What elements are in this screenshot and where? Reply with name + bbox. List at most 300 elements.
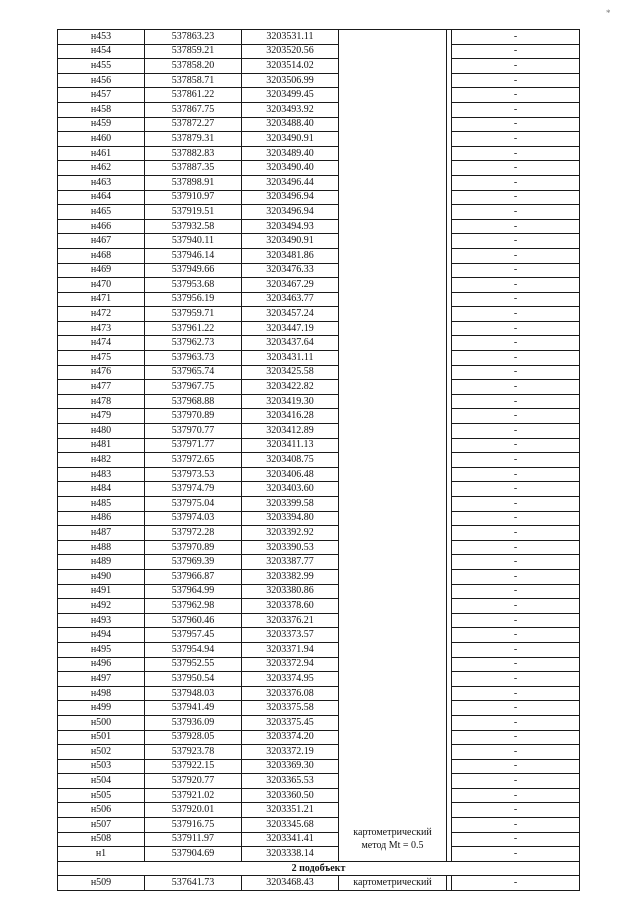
accuracy-cell: -: [452, 205, 580, 220]
x-coordinate-cell: 537641.73: [145, 876, 242, 891]
point-name-cell: н468: [58, 248, 145, 263]
table-row: [58, 88, 580, 103]
point-name-cell: н498: [58, 686, 145, 701]
point-name-cell: н502: [58, 745, 145, 760]
method-cell: [339, 745, 447, 760]
point-name-cell: н479: [58, 409, 145, 424]
accuracy-cell: -: [452, 467, 580, 482]
accuracy-cell: -: [452, 745, 580, 760]
point-name-cell: н493: [58, 613, 145, 628]
table-row: [58, 497, 580, 512]
accuracy-cell: -: [452, 321, 580, 336]
point-name-cell: н491: [58, 584, 145, 599]
accuracy-cell: -: [452, 686, 580, 701]
point-name-cell: н470: [58, 278, 145, 293]
accuracy-cell: -: [452, 307, 580, 322]
y-coordinate-cell: 3203387.77: [242, 555, 339, 570]
accuracy-cell: -: [452, 175, 580, 190]
y-coordinate-cell: 3203403.60: [242, 482, 339, 497]
y-coordinate-cell: 3203369.30: [242, 759, 339, 774]
x-coordinate-cell: 537882.83: [145, 146, 242, 161]
y-coordinate-cell: 3203499.45: [242, 88, 339, 103]
method-cell: [339, 73, 447, 88]
accuracy-cell: -: [452, 30, 580, 45]
point-name-cell: н472: [58, 307, 145, 322]
point-name-cell: н495: [58, 642, 145, 657]
method-cell: [339, 351, 447, 366]
x-coordinate-cell: 537970.77: [145, 424, 242, 439]
x-coordinate-cell: 537858.71: [145, 73, 242, 88]
accuracy-cell: -: [452, 365, 580, 380]
table-row: [58, 307, 580, 322]
table-row: [58, 774, 580, 789]
accuracy-cell: -: [452, 730, 580, 745]
y-coordinate-cell: 3203494.93: [242, 219, 339, 234]
point-name-cell: н463: [58, 175, 145, 190]
point-name-cell: н462: [58, 161, 145, 176]
table-row: [58, 365, 580, 380]
accuracy-cell: -: [452, 88, 580, 103]
y-coordinate-cell: 3203419.30: [242, 394, 339, 409]
x-coordinate-cell: 537940.11: [145, 234, 242, 249]
y-coordinate-cell: 3203468.43: [242, 876, 339, 891]
y-coordinate-cell: 3203374.95: [242, 672, 339, 687]
method-cell: [339, 526, 447, 541]
method-cell: [339, 672, 447, 687]
y-coordinate-cell: 3203351.21: [242, 803, 339, 818]
accuracy-cell: -: [452, 847, 580, 862]
point-name-cell: н480: [58, 424, 145, 439]
y-coordinate-cell: 3203375.45: [242, 715, 339, 730]
method-cell: [339, 365, 447, 380]
point-name-cell: н497: [58, 672, 145, 687]
table-row: [58, 715, 580, 730]
method-cell: [339, 59, 447, 74]
x-coordinate-cell: 537919.51: [145, 205, 242, 220]
method-cell: [339, 599, 447, 614]
method-cell: [339, 234, 447, 249]
table-row: [58, 672, 580, 687]
x-coordinate-cell: 537964.99: [145, 584, 242, 599]
y-coordinate-cell: 3203360.50: [242, 788, 339, 803]
y-coordinate-cell: 3203447.19: [242, 321, 339, 336]
accuracy-cell: -: [452, 511, 580, 526]
x-coordinate-cell: 537858.20: [145, 59, 242, 74]
point-name-cell: н499: [58, 701, 145, 716]
method-cell: [339, 424, 447, 439]
table-row: [58, 132, 580, 147]
x-coordinate-cell: 537859.21: [145, 44, 242, 59]
method-cell: [339, 628, 447, 643]
y-coordinate-cell: 3203372.19: [242, 745, 339, 760]
method-cell: [339, 774, 447, 789]
method-text-line: картометрический: [353, 826, 432, 838]
method-cell: [339, 380, 447, 395]
point-name-cell: н489: [58, 555, 145, 570]
x-coordinate-cell: 537872.27: [145, 117, 242, 132]
accuracy-cell: -: [452, 584, 580, 599]
point-name-cell: н475: [58, 351, 145, 366]
y-coordinate-cell: 3203394.80: [242, 511, 339, 526]
x-coordinate-cell: 537921.02: [145, 788, 242, 803]
y-coordinate-cell: 3203496.44: [242, 175, 339, 190]
method-cell: [339, 730, 447, 745]
x-coordinate-cell: 537950.54: [145, 672, 242, 687]
accuracy-cell: -: [452, 161, 580, 176]
point-name-cell: н458: [58, 102, 145, 117]
table-row: [58, 219, 580, 234]
x-coordinate-cell: 537972.65: [145, 453, 242, 468]
y-coordinate-cell: 3203372.94: [242, 657, 339, 672]
x-coordinate-cell: 537966.87: [145, 569, 242, 584]
accuracy-cell: -: [452, 263, 580, 278]
table-row: [58, 190, 580, 205]
point-name-cell: н456: [58, 73, 145, 88]
y-coordinate-cell: 3203376.08: [242, 686, 339, 701]
method-cell: [339, 642, 447, 657]
section-row: [58, 861, 580, 876]
x-coordinate-cell: 537904.69: [145, 847, 242, 862]
method-cell: [339, 540, 447, 555]
y-coordinate-cell: 3203531.11: [242, 30, 339, 45]
point-name-cell: н459: [58, 117, 145, 132]
method-cell: [339, 190, 447, 205]
accuracy-cell: -: [452, 497, 580, 512]
table-row: [58, 263, 580, 278]
x-coordinate-cell: 537963.73: [145, 351, 242, 366]
x-coordinate-cell: 537946.14: [145, 248, 242, 263]
y-coordinate-cell: 3203378.60: [242, 599, 339, 614]
x-coordinate-cell: 537861.22: [145, 88, 242, 103]
table-row: [58, 847, 580, 862]
accuracy-cell: -: [452, 540, 580, 555]
method-cell: [339, 409, 447, 424]
point-name-cell: н483: [58, 467, 145, 482]
point-name-cell: н474: [58, 336, 145, 351]
accuracy-cell: -: [452, 774, 580, 789]
table-row: [58, 686, 580, 701]
accuracy-cell: -: [452, 482, 580, 497]
x-coordinate-cell: 537969.39: [145, 555, 242, 570]
x-coordinate-cell: 537974.79: [145, 482, 242, 497]
point-name-cell: н487: [58, 526, 145, 541]
method-cell: [339, 701, 447, 716]
table-row: [58, 642, 580, 657]
method-cell: [339, 205, 447, 220]
point-name-cell: н454: [58, 44, 145, 59]
accuracy-cell: -: [452, 759, 580, 774]
table-row: [58, 540, 580, 555]
table-row: [58, 117, 580, 132]
accuracy-cell: -: [452, 613, 580, 628]
y-coordinate-cell: 3203382.99: [242, 569, 339, 584]
x-coordinate-cell: 537957.45: [145, 628, 242, 643]
table-row: [58, 146, 580, 161]
x-coordinate-cell: 537960.46: [145, 613, 242, 628]
x-coordinate-cell: 537959.71: [145, 307, 242, 322]
x-coordinate-cell: 537879.31: [145, 132, 242, 147]
point-name-cell: н492: [58, 599, 145, 614]
method-cell: [339, 715, 447, 730]
point-name-cell: н494: [58, 628, 145, 643]
point-name-cell: н501: [58, 730, 145, 745]
method-cell: [339, 453, 447, 468]
y-coordinate-cell: 3203365.53: [242, 774, 339, 789]
x-coordinate-cell: 537972.28: [145, 526, 242, 541]
coordinates-table-body: [58, 30, 580, 891]
method-cell: [339, 613, 447, 628]
table-row: [58, 380, 580, 395]
x-coordinate-cell: 537956.19: [145, 292, 242, 307]
table-row: [58, 613, 580, 628]
x-coordinate-cell: 537932.58: [145, 219, 242, 234]
method-cell: [339, 394, 447, 409]
point-name-cell: н476: [58, 365, 145, 380]
accuracy-cell: -: [452, 803, 580, 818]
point-name-cell: н508: [58, 832, 145, 847]
point-name-cell: н504: [58, 774, 145, 789]
point-name-cell: н464: [58, 190, 145, 205]
point-name-cell: н460: [58, 132, 145, 147]
point-name-cell: н506: [58, 803, 145, 818]
method-cell: [339, 467, 447, 482]
point-name-cell: н453: [58, 30, 145, 45]
accuracy-cell: -: [452, 876, 580, 891]
y-coordinate-cell: 3203467.29: [242, 278, 339, 293]
point-name-cell: н471: [58, 292, 145, 307]
table-row: [58, 321, 580, 336]
y-coordinate-cell: 3203374.20: [242, 730, 339, 745]
accuracy-cell: -: [452, 715, 580, 730]
accuracy-cell: -: [452, 59, 580, 74]
x-coordinate-cell: 537887.35: [145, 161, 242, 176]
x-coordinate-cell: 537965.74: [145, 365, 242, 380]
x-coordinate-cell: 537910.97: [145, 190, 242, 205]
point-name-cell: н465: [58, 205, 145, 220]
y-coordinate-cell: 3203496.94: [242, 205, 339, 220]
point-name-cell: н500: [58, 715, 145, 730]
table-row: [58, 599, 580, 614]
method-text-line: метод Mt = 0.5: [361, 839, 424, 851]
method-cell: [339, 88, 447, 103]
accuracy-cell: -: [452, 234, 580, 249]
y-coordinate-cell: 3203338.14: [242, 847, 339, 862]
x-coordinate-cell: 537952.55: [145, 657, 242, 672]
accuracy-cell: -: [452, 424, 580, 439]
x-coordinate-cell: 537970.89: [145, 540, 242, 555]
y-coordinate-cell: 3203412.89: [242, 424, 339, 439]
y-coordinate-cell: 3203463.77: [242, 292, 339, 307]
table-row: [58, 511, 580, 526]
table-row: [58, 453, 580, 468]
method-cell: картометрический: [339, 876, 447, 891]
method-cell: [339, 569, 447, 584]
y-coordinate-cell: 3203416.28: [242, 409, 339, 424]
accuracy-cell: -: [452, 526, 580, 541]
x-coordinate-cell: 537948.03: [145, 686, 242, 701]
method-cell: [339, 321, 447, 336]
method-cell: [339, 132, 447, 147]
x-coordinate-cell: 537923.78: [145, 745, 242, 760]
point-name-cell: н490: [58, 569, 145, 584]
accuracy-cell: -: [452, 219, 580, 234]
y-coordinate-cell: 3203380.86: [242, 584, 339, 599]
accuracy-cell: -: [452, 132, 580, 147]
y-coordinate-cell: 3203376.21: [242, 613, 339, 628]
x-coordinate-cell: 537936.09: [145, 715, 242, 730]
method-cell: [339, 146, 447, 161]
accuracy-cell: -: [452, 278, 580, 293]
accuracy-cell: -: [452, 672, 580, 687]
table-row: [58, 234, 580, 249]
table-row: [58, 657, 580, 672]
table-row: [58, 526, 580, 541]
table-row: [58, 351, 580, 366]
point-name-cell: н505: [58, 788, 145, 803]
x-coordinate-cell: 537863.23: [145, 30, 242, 45]
table-row: [58, 102, 580, 117]
accuracy-cell: -: [452, 44, 580, 59]
x-coordinate-cell: 537973.53: [145, 467, 242, 482]
point-name-cell: н467: [58, 234, 145, 249]
accuracy-cell: -: [452, 701, 580, 716]
method-cell: [339, 263, 447, 278]
point-name-cell: н485: [58, 497, 145, 512]
point-name-cell: н481: [58, 438, 145, 453]
table-row: [58, 730, 580, 745]
point-name-cell: н496: [58, 657, 145, 672]
method-cell: [339, 511, 447, 526]
table-row: [58, 278, 580, 293]
accuracy-cell: -: [452, 351, 580, 366]
method-cell: [339, 30, 447, 45]
table-row: [58, 701, 580, 716]
table-row: [58, 205, 580, 220]
y-coordinate-cell: 3203390.53: [242, 540, 339, 555]
accuracy-cell: -: [452, 599, 580, 614]
table-row: [58, 175, 580, 190]
method-cell: [339, 44, 447, 59]
accuracy-cell: -: [452, 146, 580, 161]
y-coordinate-cell: 3203490.91: [242, 234, 339, 249]
table-row: [58, 424, 580, 439]
y-coordinate-cell: 3203481.86: [242, 248, 339, 263]
y-coordinate-cell: 3203373.57: [242, 628, 339, 643]
point-name-cell: н503: [58, 759, 145, 774]
y-coordinate-cell: 3203375.58: [242, 701, 339, 716]
x-coordinate-cell: 537954.94: [145, 642, 242, 657]
x-coordinate-cell: 537920.77: [145, 774, 242, 789]
x-coordinate-cell: 537949.66: [145, 263, 242, 278]
method-cell: [339, 657, 447, 672]
table-row: [58, 336, 580, 351]
y-coordinate-cell: 3203422.82: [242, 380, 339, 395]
point-name-cell: н473: [58, 321, 145, 336]
x-coordinate-cell: 537916.75: [145, 818, 242, 833]
y-coordinate-cell: 3203476.33: [242, 263, 339, 278]
table-row: [58, 292, 580, 307]
y-coordinate-cell: 3203411.13: [242, 438, 339, 453]
table-row: [58, 759, 580, 774]
method-cell: [339, 555, 447, 570]
method-cell: [339, 584, 447, 599]
accuracy-cell: -: [452, 818, 580, 833]
x-coordinate-cell: 537898.91: [145, 175, 242, 190]
table-row: [58, 73, 580, 88]
accuracy-cell: -: [452, 832, 580, 847]
method-cell: [339, 219, 447, 234]
method-cell: [339, 102, 447, 117]
table-row: [58, 59, 580, 74]
table-row: [58, 438, 580, 453]
y-coordinate-cell: 3203399.58: [242, 497, 339, 512]
point-name-cell: н486: [58, 511, 145, 526]
method-cell: [339, 117, 447, 132]
point-name-cell: н466: [58, 219, 145, 234]
accuracy-cell: -: [452, 555, 580, 570]
y-coordinate-cell: 3203408.75: [242, 453, 339, 468]
table-row: [58, 409, 580, 424]
accuracy-cell: -: [452, 657, 580, 672]
y-coordinate-cell: 3203489.40: [242, 146, 339, 161]
y-coordinate-cell: 3203345.68: [242, 818, 339, 833]
y-coordinate-cell: 3203406.48: [242, 467, 339, 482]
x-coordinate-cell: 537968.88: [145, 394, 242, 409]
table-row: [58, 30, 580, 45]
x-coordinate-cell: 537928.05: [145, 730, 242, 745]
method-cell: [339, 686, 447, 701]
x-coordinate-cell: 537920.01: [145, 803, 242, 818]
table-row: [58, 467, 580, 482]
accuracy-cell: -: [452, 642, 580, 657]
table-row: [58, 161, 580, 176]
point-name-cell: н477: [58, 380, 145, 395]
table-row: [58, 818, 580, 833]
y-coordinate-cell: 3203437.64: [242, 336, 339, 351]
y-coordinate-cell: 3203431.11: [242, 351, 339, 366]
accuracy-cell: -: [452, 628, 580, 643]
table-row: [58, 628, 580, 643]
y-coordinate-cell: 3203425.58: [242, 365, 339, 380]
table-row: [58, 248, 580, 263]
accuracy-cell: -: [452, 248, 580, 263]
y-coordinate-cell: 3203506.99: [242, 73, 339, 88]
accuracy-cell: -: [452, 117, 580, 132]
accuracy-cell: -: [452, 380, 580, 395]
accuracy-cell: -: [452, 453, 580, 468]
accuracy-cell: -: [452, 409, 580, 424]
y-coordinate-cell: 3203341.41: [242, 832, 339, 847]
method-cell: [339, 161, 447, 176]
table-row: [58, 832, 580, 847]
method-cell: [339, 175, 447, 190]
x-coordinate-cell: 537967.75: [145, 380, 242, 395]
accuracy-cell: -: [452, 292, 580, 307]
corner-mark: *: [606, 8, 611, 18]
point-name-cell: н461: [58, 146, 145, 161]
x-coordinate-cell: 537911.97: [145, 832, 242, 847]
accuracy-cell: -: [452, 102, 580, 117]
table-row: [58, 584, 580, 599]
x-coordinate-cell: 537974.03: [145, 511, 242, 526]
point-name-cell: н457: [58, 88, 145, 103]
method-cell: [339, 759, 447, 774]
accuracy-cell: -: [452, 438, 580, 453]
point-name-cell: н488: [58, 540, 145, 555]
table-row: [58, 803, 580, 818]
y-coordinate-cell: 3203493.92: [242, 102, 339, 117]
table-row: [58, 876, 580, 891]
